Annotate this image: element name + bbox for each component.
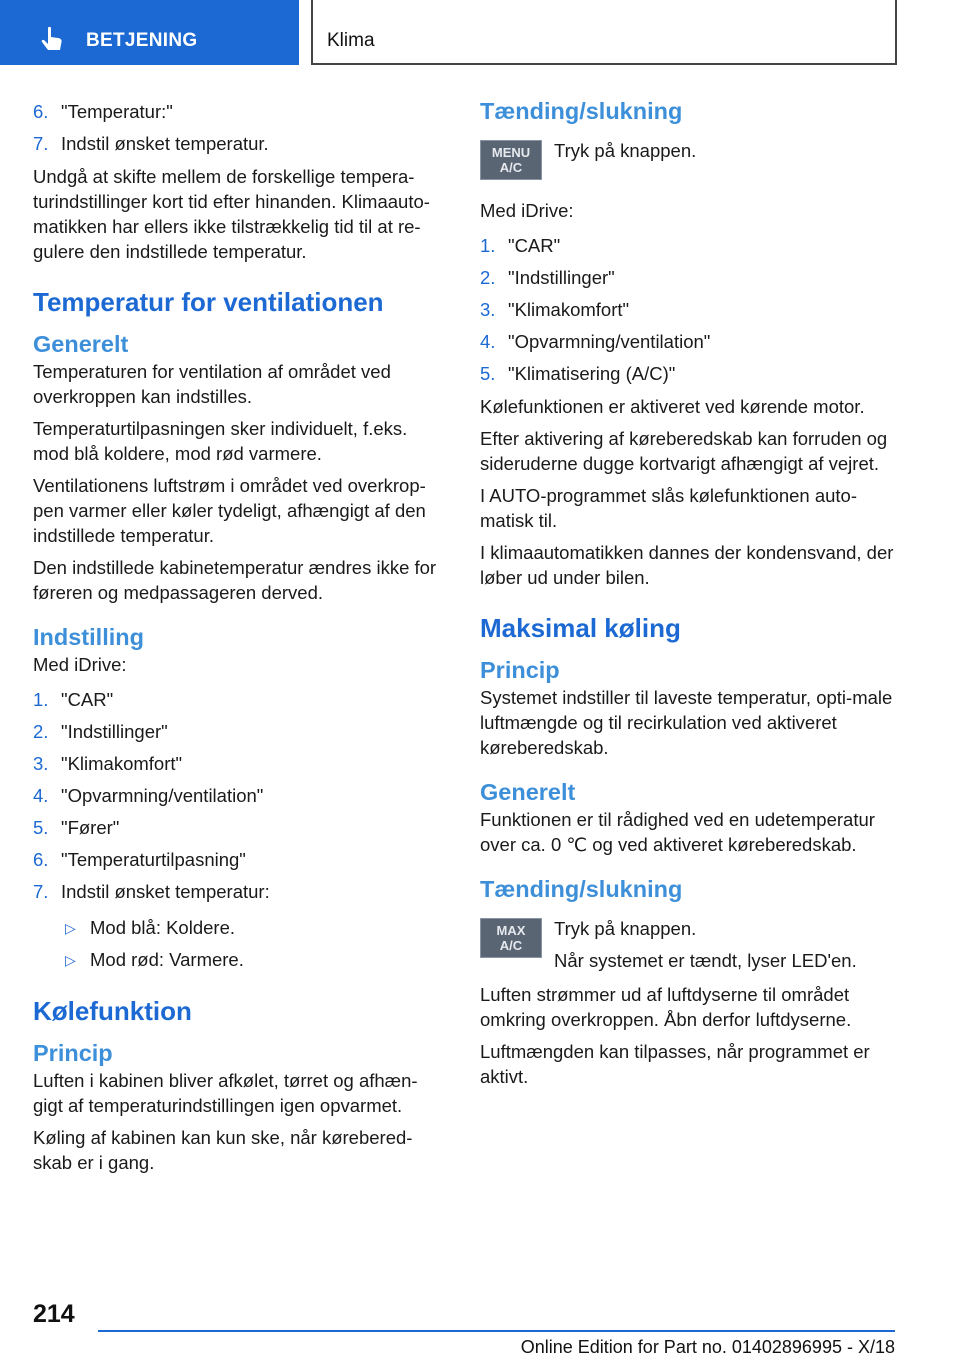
list-item: 4. "Opvarmning/ventilation"	[33, 785, 264, 806]
list-item: 7. Indstil ønsket temperatur:	[33, 881, 270, 902]
menu-ac-button-icon: MENU A/C	[480, 140, 542, 180]
list-item: 3. "Klimakomfort"	[33, 753, 183, 774]
warning-paragraph: Undgå at skifte mellem de forskellige tempera-turindstillinger kort tid efter hinanden. Klimaauto-matikken har ellers ikke tilstrækkelig tid til at re-gulere den indstillede temperatur.	[33, 166, 430, 262]
paragraph: Kølefunktionen er aktiveret ved kørende motor.	[480, 396, 865, 417]
list-item: 7. Indstil ønsket temperatur.	[33, 133, 269, 154]
heading-temp-ventilation: Temperatur for ventilationen	[33, 287, 384, 317]
list-item: 2. "Indstillinger"	[480, 267, 615, 288]
button-led-note: Når systemet er tændt, lyser LED'en.	[554, 950, 857, 971]
heading-princip: Princip	[480, 657, 560, 683]
list-item: 1. "CAR"	[480, 235, 561, 256]
page-number: 214	[33, 1300, 75, 1328]
list-item: 1. "CAR"	[33, 689, 114, 710]
paragraph: Funktionen er til rådighed ved en udetemperatur over ca. 0 ℃ og ved aktiveret køreberedskab.	[480, 809, 875, 855]
list-item: 6. "Temperatur:"	[33, 101, 173, 122]
sub-list-item: ▷ Mod rød: Varmere.	[33, 944, 443, 976]
paragraph: Systemet indstiller til laveste temperatur, opti-male luftmængde og til recirkulation ved aktiveret køreberedskab.	[480, 687, 893, 758]
indstilling-list	[33, 684, 443, 908]
right-column	[480, 96, 900, 1096]
button-instruction: Tryk på knappen.	[554, 918, 697, 939]
chapter-title-box	[311, 0, 897, 65]
paragraph: I klimaautomatikken dannes der kondensvand, der løber ud under bilen.	[480, 542, 894, 588]
left-column	[33, 96, 443, 1182]
paragraph: I AUTO-programmet slås kølefunktionen auto-matisk til.	[480, 485, 858, 531]
heading-indstilling: Indstilling	[33, 624, 144, 650]
section-tab-label: BETJENING	[86, 30, 198, 51]
triangle-bullet-icon: ▷	[65, 952, 76, 968]
heading-princip: Princip	[33, 1040, 113, 1066]
paragraph: Med iDrive:	[480, 200, 574, 221]
list-item: 3. "Klimakomfort"	[480, 299, 630, 320]
list-item: 5. "Klimatisering (A/C)"	[480, 363, 676, 384]
max-ac-row	[480, 918, 900, 982]
list-item: 2. "Indstillinger"	[33, 721, 168, 742]
paragraph: Ventilationens luftstrøm i området ved overkrop-pen varmer eller køler tydeligt, afhængigt af den indstillede temperatur.	[33, 475, 426, 546]
paragraph: Efter aktivering af køreberedskab kan forruden og sideruderne dugge kortvarigt afhængigt af vejret.	[480, 428, 888, 474]
continued-list	[33, 96, 443, 160]
heading-generelt: Generelt	[33, 331, 129, 357]
button-instruction: Tryk på knappen.	[554, 140, 697, 161]
heading-taending-1: Tænding/slukning	[480, 98, 683, 124]
footer-divider	[98, 1330, 895, 1332]
menu-ac-row	[480, 140, 900, 198]
list-item: 4. "Opvarmning/ventilation"	[480, 331, 711, 352]
edition-note: Online Edition for Part no. 01402896995 - X/18	[520, 1337, 895, 1357]
sub-list-item: ▷ Mod blå: Koldere.	[33, 912, 443, 944]
heading-maksimal-koling: Maksimal køling	[480, 613, 681, 643]
list-item: 5. "Fører"	[33, 817, 120, 838]
paragraph: Luften i kabinen bliver afkølet, tørret og afhæn-gigt af temperaturindstillingen igen opvarmet.	[33, 1070, 418, 1116]
paragraph: Køling af kabinen kan kun ske, når kørebered-skab er i gang.	[33, 1127, 413, 1173]
paragraph: Temperaturen for ventilation af området ved overkroppen kan indstilles.	[33, 361, 391, 407]
hand-pointer-icon	[40, 26, 64, 52]
paragraph: Med iDrive:	[33, 654, 127, 675]
max-ac-button-icon: MAX A/C	[480, 918, 542, 958]
sub-bullet-list	[33, 912, 443, 976]
paragraph: Luftmængden kan tilpasses, når programmet er aktivt.	[480, 1041, 870, 1087]
heading-kolefunktion: Kølefunktion	[33, 996, 192, 1026]
triangle-bullet-icon: ▷	[65, 920, 76, 936]
chapter-title: Klima	[327, 30, 375, 51]
heading-taending-2: Tænding/slukning	[480, 876, 683, 902]
list-item: 6. "Temperaturtilpasning"	[33, 849, 246, 870]
paragraph: Luften strømmer ud af luftdyserne til området omkring overkroppen. Åbn derfor luftdyserne.	[480, 984, 852, 1030]
paragraph: Temperaturtilpasningen sker individuelt, f.eks. mod blå koldere, mod rød varmere.	[33, 418, 408, 464]
paragraph: Den indstillede kabinetemperatur ændres ikke for føreren og medpassageren derved.	[33, 557, 437, 603]
heading-generelt: Generelt	[480, 779, 576, 805]
section-tab[interactable]	[0, 0, 299, 65]
idrive-list	[480, 230, 900, 390]
